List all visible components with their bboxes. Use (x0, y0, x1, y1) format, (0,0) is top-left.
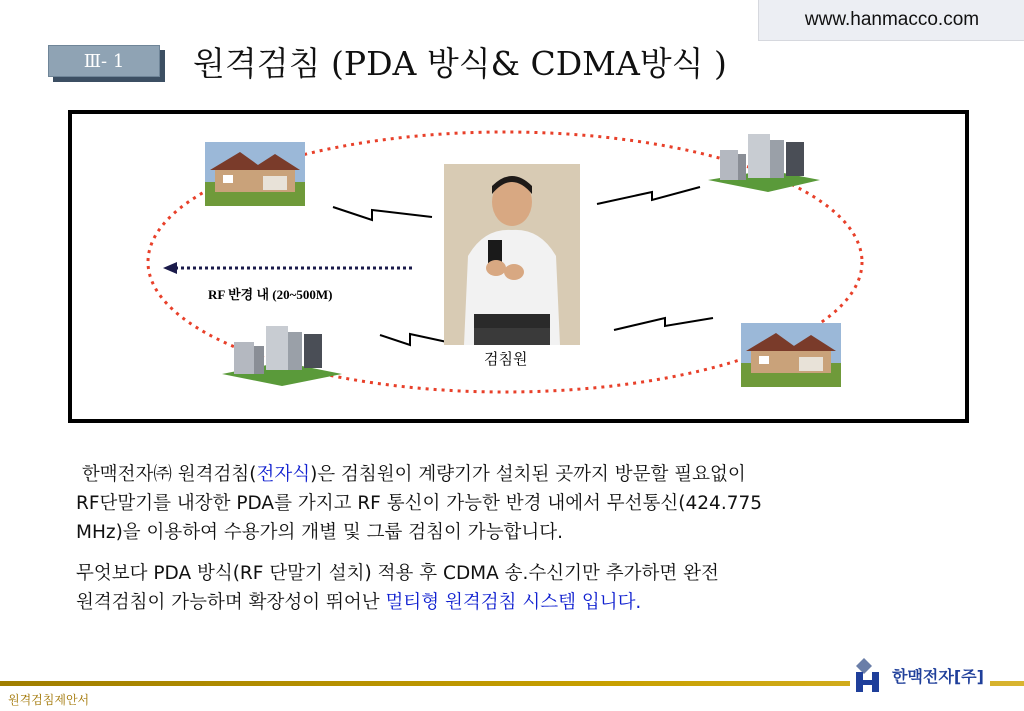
house-photo (205, 142, 305, 206)
text-segment: MHz)을 이용하여 수용가의 개별 및 그룹 검침이 가능합니다. (76, 522, 564, 543)
highlight-text: 멀티형 원격검침 시스템 입니다. (385, 592, 642, 613)
house-photo (741, 323, 841, 387)
rf-range-label: RF 반경 내 (20~500M) (208, 287, 333, 302)
section-badge: Ⅲ- 1 (48, 45, 160, 77)
highlight-text: 전자식 (256, 464, 311, 485)
building-complex-image (708, 132, 820, 196)
company-logo-text: 한맥전자[주] (892, 666, 984, 686)
building-complex-image (222, 322, 342, 388)
text-segment: 한맥전자㈜ 원격검침( (76, 464, 257, 485)
inspector-caption: 검침원 (484, 350, 528, 368)
inspector-photo (444, 164, 580, 345)
text-segment: )은 검침원이 계량기가 설치된 곳까지 방문할 필요없이 (310, 464, 746, 485)
footer-document-name: 원격검침제안서 (8, 693, 90, 707)
description-paragraph-1 (76, 460, 966, 547)
wireless-link-icon (333, 207, 432, 220)
company-logo-icon (850, 656, 886, 694)
wireless-link-icon (614, 318, 713, 330)
arrow-head-icon (163, 262, 177, 274)
text-segment: 무엇보다 PDA 방식(RF 단말기 설치) 적용 후 CDMA 송.수신기만 추가하면 완전 (76, 563, 719, 584)
text-segment: 원격검침이 가능하며 확장성이 뛰어난 (76, 592, 386, 613)
website-url: www.hanmacco.com (758, 0, 1024, 41)
wireless-link-icon (380, 334, 447, 345)
description-paragraph-2 (76, 559, 966, 617)
wireless-link-icon (597, 187, 700, 204)
company-logo (850, 654, 990, 696)
text-segment: RF단말기를 내장한 PDA를 가지고 RF 통신이 가능한 반경 내에서 무선통신(424.775 (76, 493, 763, 514)
page-title: 원격검침 (PDA 방식& CDMA방식 ) (193, 44, 727, 83)
